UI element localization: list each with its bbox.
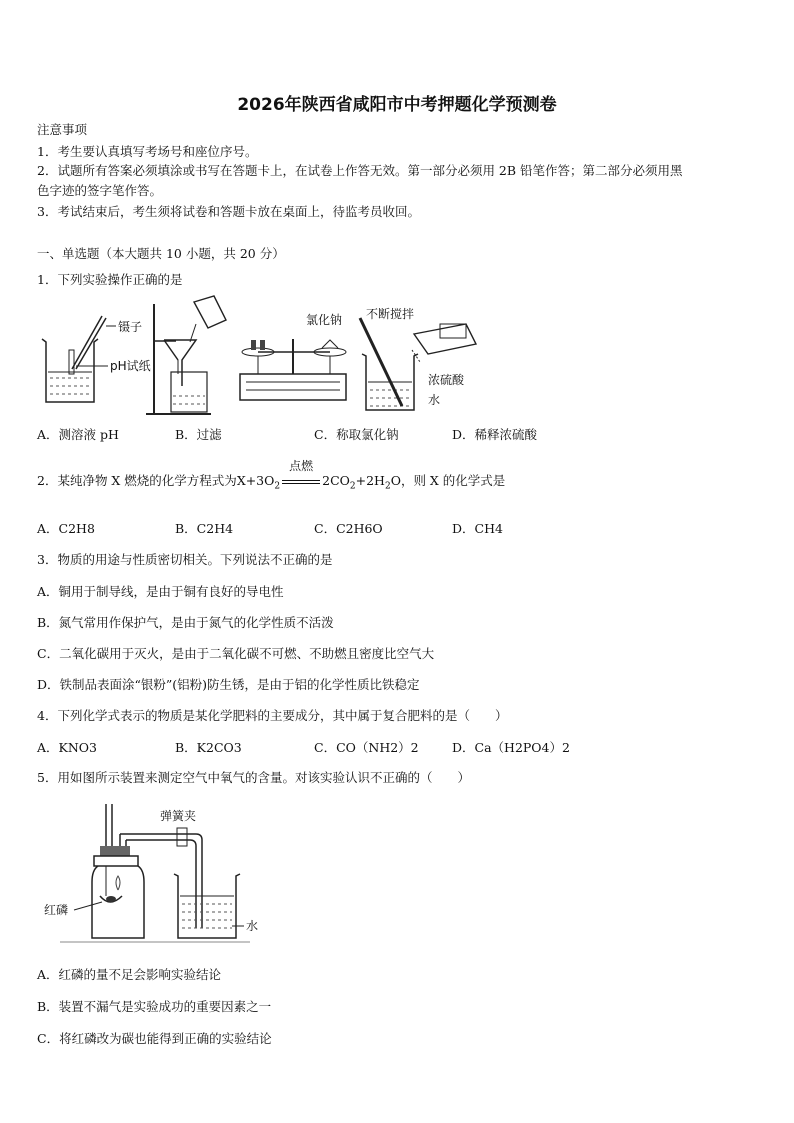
option-b: B．氮气常用作保护气，是由于氮气的化学性质不活泼	[37, 615, 334, 630]
option-a: A．C2H8	[37, 521, 95, 536]
option-c: C．二氧化碳用于灭火，是由于二氧化碳不可燃、不助燃且密度比空气大	[37, 646, 435, 661]
q2-condition: 点燃	[289, 459, 314, 473]
q2-eq-sub: 2	[349, 481, 356, 492]
option-c: C．将红磷改为碳也能得到正确的实验结论	[37, 1031, 272, 1046]
q2-eq-right-a: 2CO	[322, 473, 350, 488]
q2-eq-sub: 2	[384, 481, 391, 492]
option-d: D．铁制品表面涂“银粉”(铝粉)防生锈，是由于铝的化学性质比铁稳定	[37, 677, 420, 692]
balance-illustration	[240, 339, 346, 400]
notice-heading: 注意事项	[37, 122, 88, 137]
fig-label-nacl: 氯化钠	[306, 313, 343, 327]
option-c: C．C2H6O	[314, 521, 383, 536]
q2-eq-left: X+3O	[236, 473, 275, 488]
dilution-illustration	[360, 318, 476, 410]
fig-label-clamp: 弹簧夹	[160, 809, 197, 823]
option-b: B．C2H4	[175, 521, 234, 536]
q2-stem-post: ，则 X 的化学式是	[400, 473, 506, 488]
fig-label-ph-paper: pH试纸	[110, 359, 151, 373]
option-b: B．K2CO3	[175, 740, 242, 755]
notice-item: 色字迹的签字笔作答。	[37, 183, 163, 198]
q2-eq-right-c: O	[390, 473, 401, 488]
fig-label-water: 水	[246, 919, 259, 933]
notice-item: 2．试题所有答案必须填涂或书写在答题卡上，在试卷上作答无效。第一部分必须用 2B 铅笔作答；第二部分必须用黑	[37, 163, 683, 178]
fig-label-acid: 浓硫酸	[428, 373, 465, 387]
option-d: D．CH4	[452, 521, 503, 536]
beaker-tweezers-illustration	[42, 316, 116, 402]
q5-figure	[40, 800, 280, 950]
q2-condition-arrow	[280, 459, 322, 489]
fig-label-stir: 不断搅拌	[366, 307, 415, 321]
section-heading: 一、单选题（本大题共 10 小题，共 20 分）	[37, 246, 285, 261]
filtration-illustration	[146, 296, 226, 414]
fig-label-phosphorus: 红磷	[44, 903, 69, 917]
option-a: A．铜用于制导线，是由于铜有良好的导电性	[37, 584, 284, 599]
question-3-stem: 3．物质的用途与性质密切相关。下列说法不正确的是	[37, 552, 333, 567]
q2-eq-sub: 2	[274, 481, 281, 492]
question-2-stem	[37, 459, 506, 495]
option-d: D．Ca（H2PO4）2	[452, 740, 570, 755]
q2-stem-pre: 2．某纯净物 X 燃烧的化学方程式为	[37, 473, 237, 488]
q1-figure	[36, 294, 486, 419]
option-b: B．装置不漏气是实验成功的重要因素之一	[37, 999, 272, 1014]
page-title: 2026年陕西省咸阳市中考押题化学预测卷	[237, 95, 557, 115]
question-4-stem: 4．下列化学式表示的物质是某化学肥料的主要成分，其中属于复合肥料的是（ ）	[37, 708, 508, 723]
option-a: A．红磷的量不足会影响实验结论	[37, 967, 222, 982]
fig-label-tweezers: 镊子	[118, 320, 143, 334]
option-a: A．KNO3	[37, 740, 98, 755]
q2-eq-right-b: +2H	[355, 473, 385, 488]
option-b: B．过滤	[175, 427, 222, 442]
notice-item: 1．考生要认真填写考场号和座位序号。	[37, 144, 258, 159]
question-5-stem: 5．用如图所示装置来测定空气中氧气的含量。对该实验认识不正确的（ ）	[37, 770, 470, 785]
fig-label-water: 水	[428, 393, 441, 407]
question-1-stem: 1．下列实验操作正确的是	[37, 272, 183, 287]
option-d: D．稀释浓硫酸	[452, 427, 538, 442]
option-c: C．称取氯化钠	[314, 427, 399, 442]
option-a: A．测溶液 pH	[37, 427, 119, 442]
oxygen-apparatus-illustration	[60, 804, 250, 942]
notice-item: 3．考试结束后，考生须将试卷和答题卡放在桌面上，待监考员收回。	[37, 204, 420, 219]
option-c: C．CO（NH2）2	[314, 740, 419, 755]
